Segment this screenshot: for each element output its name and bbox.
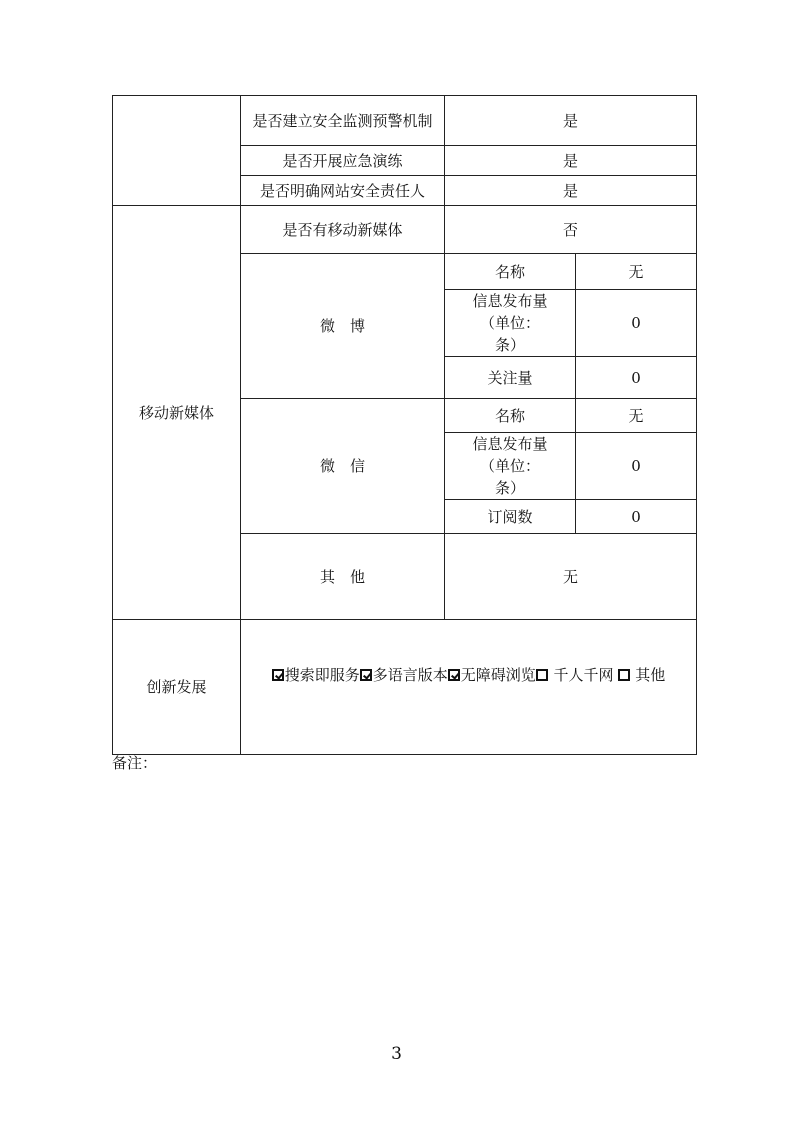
- table-row: [113, 620, 697, 755]
- field-value: 0: [576, 357, 697, 399]
- field-label: 名称: [445, 399, 576, 433]
- row-label: 是否开展应急演练: [241, 146, 445, 176]
- weibo-label: 微 博: [241, 254, 445, 399]
- mobile-category-cell: 移动新媒体: [113, 206, 241, 620]
- innovation-category-cell: 创新发展: [113, 620, 241, 755]
- field-value: 0: [576, 433, 697, 500]
- option-other: [614, 664, 666, 686]
- row-value: 否: [445, 206, 697, 254]
- option-label: 其他: [630, 666, 666, 684]
- field-label: 信息发布量（单位：条）: [445, 290, 576, 357]
- wechat-label: 微 信: [241, 399, 445, 534]
- field-value: 无: [576, 399, 697, 433]
- row-label: 是否明确网站安全责任人: [241, 176, 445, 206]
- field-label: 关注量: [445, 357, 576, 399]
- row-value: 是: [445, 146, 697, 176]
- option-label: 无障碍浏览: [460, 666, 536, 684]
- innovation-options: [241, 620, 697, 755]
- option-multilingual: [360, 664, 448, 686]
- checkbox-checked-icon: [360, 669, 372, 681]
- checkbox-unchecked-icon: [536, 669, 548, 681]
- field-value: 0: [576, 290, 697, 357]
- row-value: 是: [445, 96, 697, 146]
- option-personalized: [536, 664, 614, 686]
- field-label: 订阅数: [445, 500, 576, 534]
- row-label: 是否有移动新媒体: [241, 206, 445, 254]
- table-row: [113, 96, 697, 146]
- checkbox-unchecked-icon: [618, 669, 630, 681]
- other-value: 无: [445, 534, 697, 620]
- field-value: 无: [576, 254, 697, 290]
- option-label: 千人千网: [548, 666, 614, 684]
- checkbox-checked-icon: [448, 669, 460, 681]
- checkbox-checked-icon: [272, 669, 284, 681]
- row-value: 是: [445, 176, 697, 206]
- report-table: [112, 95, 697, 755]
- field-label: 信息发布量（单位：条）: [445, 433, 576, 500]
- option-label: 多语言版本: [372, 666, 448, 684]
- field-label: 名称: [445, 254, 576, 290]
- option-accessibility: [448, 664, 536, 686]
- field-value: 0: [576, 500, 697, 534]
- security-category-cell: [113, 96, 241, 206]
- option-search-as-service: [272, 664, 360, 686]
- option-label: 搜索即服务: [284, 666, 360, 684]
- note-label: 备注：: [112, 754, 158, 772]
- other-label: 其 他: [241, 534, 445, 620]
- table-row: [113, 206, 697, 254]
- page-number: 3: [391, 1044, 402, 1064]
- row-label: 是否建立安全监测预警机制: [241, 96, 445, 146]
